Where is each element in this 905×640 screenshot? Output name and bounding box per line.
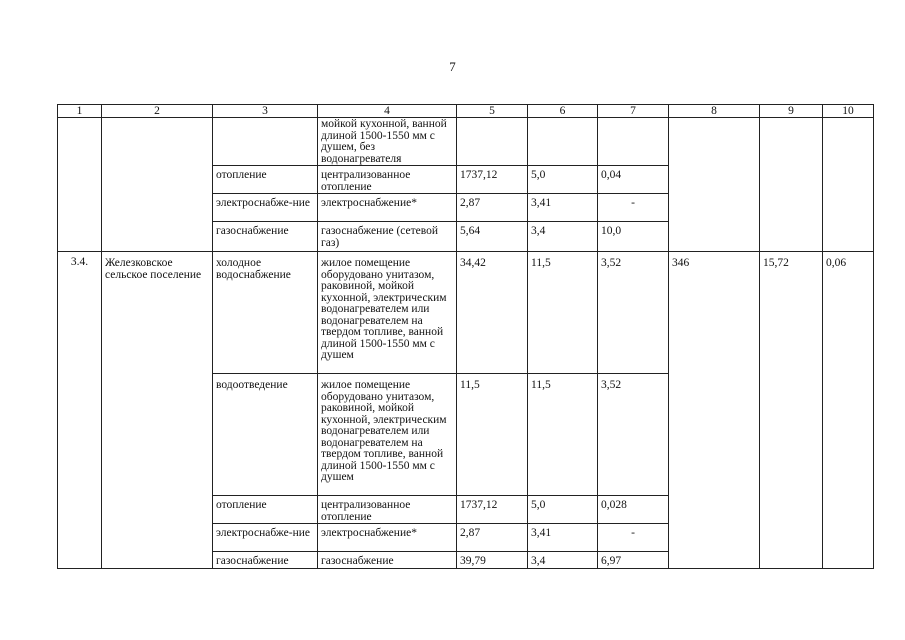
cell-value: 11,5 <box>528 374 598 496</box>
column-header: 10 <box>823 105 874 118</box>
column-header: 7 <box>598 105 669 118</box>
cell-value: 346 <box>669 252 760 569</box>
cell-description: электроснабжение* <box>318 194 457 222</box>
cell-value <box>457 118 528 166</box>
cell-service: газоснабжение <box>213 552 318 569</box>
cell-settlement <box>102 118 213 252</box>
cell-value: 11,5 <box>528 252 598 374</box>
cell-value <box>760 118 823 252</box>
cell-value: 1737,12 <box>457 496 528 524</box>
cell-value: - <box>598 194 669 222</box>
column-number-row <box>58 105 874 118</box>
cell-description: газоснабжение (сетевой газ) <box>318 222 457 252</box>
cell-description: электроснабжение* <box>318 524 457 552</box>
cell-value: 3,52 <box>598 252 669 374</box>
column-header: 1 <box>58 105 102 118</box>
cell-value: 15,72 <box>760 252 823 569</box>
cell-value: 3,4 <box>528 222 598 252</box>
page-number: 7 <box>449 59 456 74</box>
table-row <box>58 118 874 166</box>
cell-value: 2,87 <box>457 524 528 552</box>
column-header: 6 <box>528 105 598 118</box>
cell-value: 2,87 <box>457 194 528 222</box>
cell-service: электроснабже-ние <box>213 194 318 222</box>
column-header: 9 <box>760 105 823 118</box>
cell-service: водоотведение <box>213 374 318 496</box>
cell-number <box>58 118 102 252</box>
cell-description: централизованное отопление <box>318 496 457 524</box>
cell-service: отопление <box>213 496 318 524</box>
cell-value <box>669 118 760 252</box>
cell-description: жилое помещение оборудовано унитазом, раковиной, мойкой кухонной, электрическим водонагревателем или водонагревателем на твердом топливе, ванной длиной 1500-1550 мм с душем <box>318 252 457 374</box>
cell-service: отопление <box>213 166 318 194</box>
tariff-table <box>57 104 874 569</box>
cell-service: электроснабже-ние <box>213 524 318 552</box>
cell-service: газоснабжение <box>213 222 318 252</box>
cell-value: 5,64 <box>457 222 528 252</box>
cell-service: холодное водоснабжение <box>213 252 318 374</box>
column-header: 4 <box>318 105 457 118</box>
cell-service <box>213 118 318 166</box>
cell-description: централизованное отопление <box>318 166 457 194</box>
column-header: 8 <box>669 105 760 118</box>
cell-description: газоснабжение <box>318 552 457 569</box>
cell-value: 3,4 <box>528 552 598 569</box>
cell-value: 3,52 <box>598 374 669 496</box>
cell-value <box>823 118 874 252</box>
column-header: 3 <box>213 105 318 118</box>
table-row <box>58 252 874 374</box>
cell-settlement: Железковское сельское поселение <box>102 252 213 569</box>
cell-value: 5,0 <box>528 496 598 524</box>
column-header: 5 <box>457 105 528 118</box>
cell-value: 6,97 <box>598 552 669 569</box>
cell-value: 11,5 <box>457 374 528 496</box>
cell-value: 39,79 <box>457 552 528 569</box>
cell-value: 0,06 <box>823 252 874 569</box>
cell-value: - <box>598 524 669 552</box>
cell-value: 1737,12 <box>457 166 528 194</box>
cell-description: мойкой кухонной, ванной длиной 1500-1550 мм с душем, без водонагревателя <box>318 118 457 166</box>
cell-description: жилое помещение оборудовано унитазом, раковиной, мойкой кухонной, электрическим водонагревателем или водонагревателем на твердом топливе, ванной длиной 1500-1550 мм с душем <box>318 374 457 496</box>
cell-value: 3,41 <box>528 194 598 222</box>
column-header: 2 <box>102 105 213 118</box>
cell-value: 10,0 <box>598 222 669 252</box>
cell-value: 34,42 <box>457 252 528 374</box>
cell-value: 5,0 <box>528 166 598 194</box>
cell-number: 3.4. <box>58 252 102 569</box>
cell-value: 0,028 <box>598 496 669 524</box>
cell-value <box>598 118 669 166</box>
cell-value <box>528 118 598 166</box>
cell-value: 3,41 <box>528 524 598 552</box>
cell-value: 0,04 <box>598 166 669 194</box>
